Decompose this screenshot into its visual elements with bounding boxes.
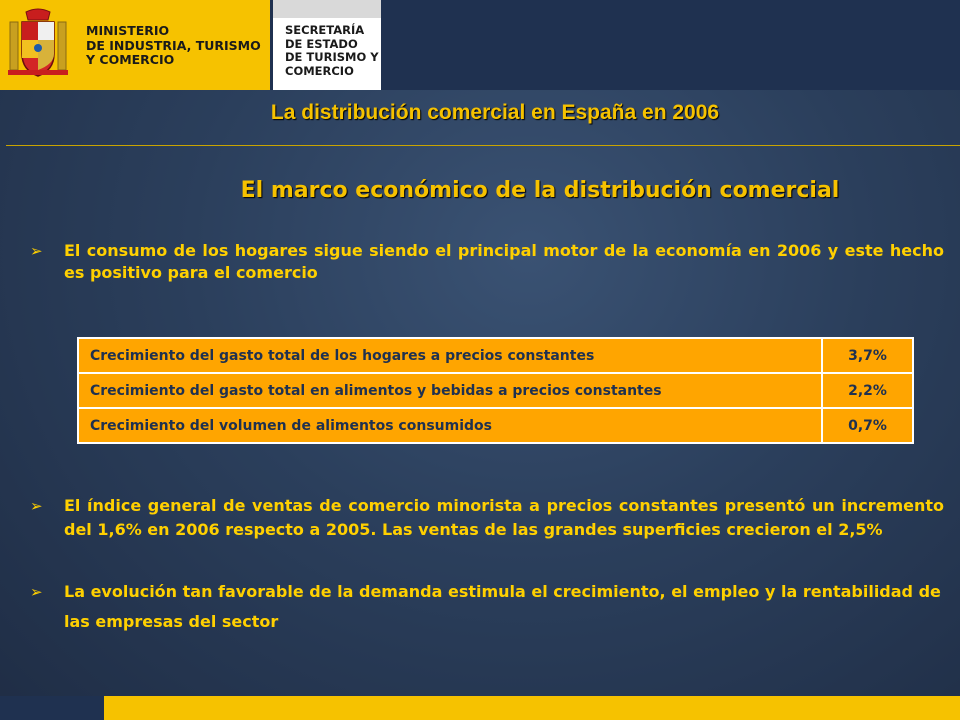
- secretariat-line: COMERCIO: [285, 63, 354, 78]
- metric-label: Crecimiento del gasto total en alimentos y bebidas a precios constantes: [78, 373, 822, 408]
- bullet-text: El índice general de ventas de comercio minorista a precios constantes presentó un incremento del 1,6% en 2006 respecto a 2005. Las ventas de las grandes superficies crecieron el 2,5%: [64, 496, 944, 539]
- secretariat-logo-bar: [273, 0, 381, 18]
- section-subtitle: El marco económico de la distribución comercial: [240, 178, 840, 203]
- secretariat-line: SECRETARÍA: [285, 23, 365, 37]
- metric-label: Crecimiento del gasto total de los hogares a precios constantes: [78, 338, 822, 373]
- metric-value: 3,7%: [822, 338, 913, 373]
- bullet-text: El consumo de los hogares sigue siendo el principal motor de la economía en 2006 y este hecho es positivo para el comercio: [64, 241, 944, 282]
- bullet-item: [30, 494, 944, 542]
- footer-left-block: [0, 696, 104, 720]
- ministry-line: Y COMERCIO: [86, 52, 175, 67]
- page-title: La distribución comercial en España en 2006: [270, 101, 720, 124]
- footer-bar: [104, 696, 960, 720]
- arrow-bullet-icon: ➢: [30, 242, 43, 260]
- bullet-item: [30, 240, 944, 284]
- arrow-bullet-icon: ➢: [30, 497, 43, 515]
- metric-value: 2,2%: [822, 373, 913, 408]
- coat-of-arms-icon: [8, 8, 68, 82]
- ministry-line: DE INDUSTRIA, TURISMO: [86, 37, 261, 53]
- title-divider: [6, 145, 960, 146]
- table-row: [78, 338, 913, 373]
- bullet-text: La evolución tan favorable de la demanda estimula el crecimiento, el empleo y la rentabilidad de las empresas del sector: [64, 582, 941, 631]
- arrow-bullet-icon: ➢: [30, 583, 43, 601]
- secretariat-name: [285, 24, 379, 78]
- secretariat-line: DE TURISMO Y: [285, 50, 379, 64]
- metric-label: Crecimiento del volumen de alimentos consumidos: [78, 408, 822, 443]
- table-row: [78, 373, 913, 408]
- bullet-item: [30, 577, 944, 637]
- secretariat-line: DE ESTADO: [285, 36, 358, 51]
- metric-value: 0,7%: [822, 408, 913, 443]
- metrics-table: [77, 337, 914, 444]
- ministry-line: MINISTERIO: [86, 23, 170, 38]
- ministry-name: [86, 24, 266, 68]
- table-row: [78, 408, 913, 443]
